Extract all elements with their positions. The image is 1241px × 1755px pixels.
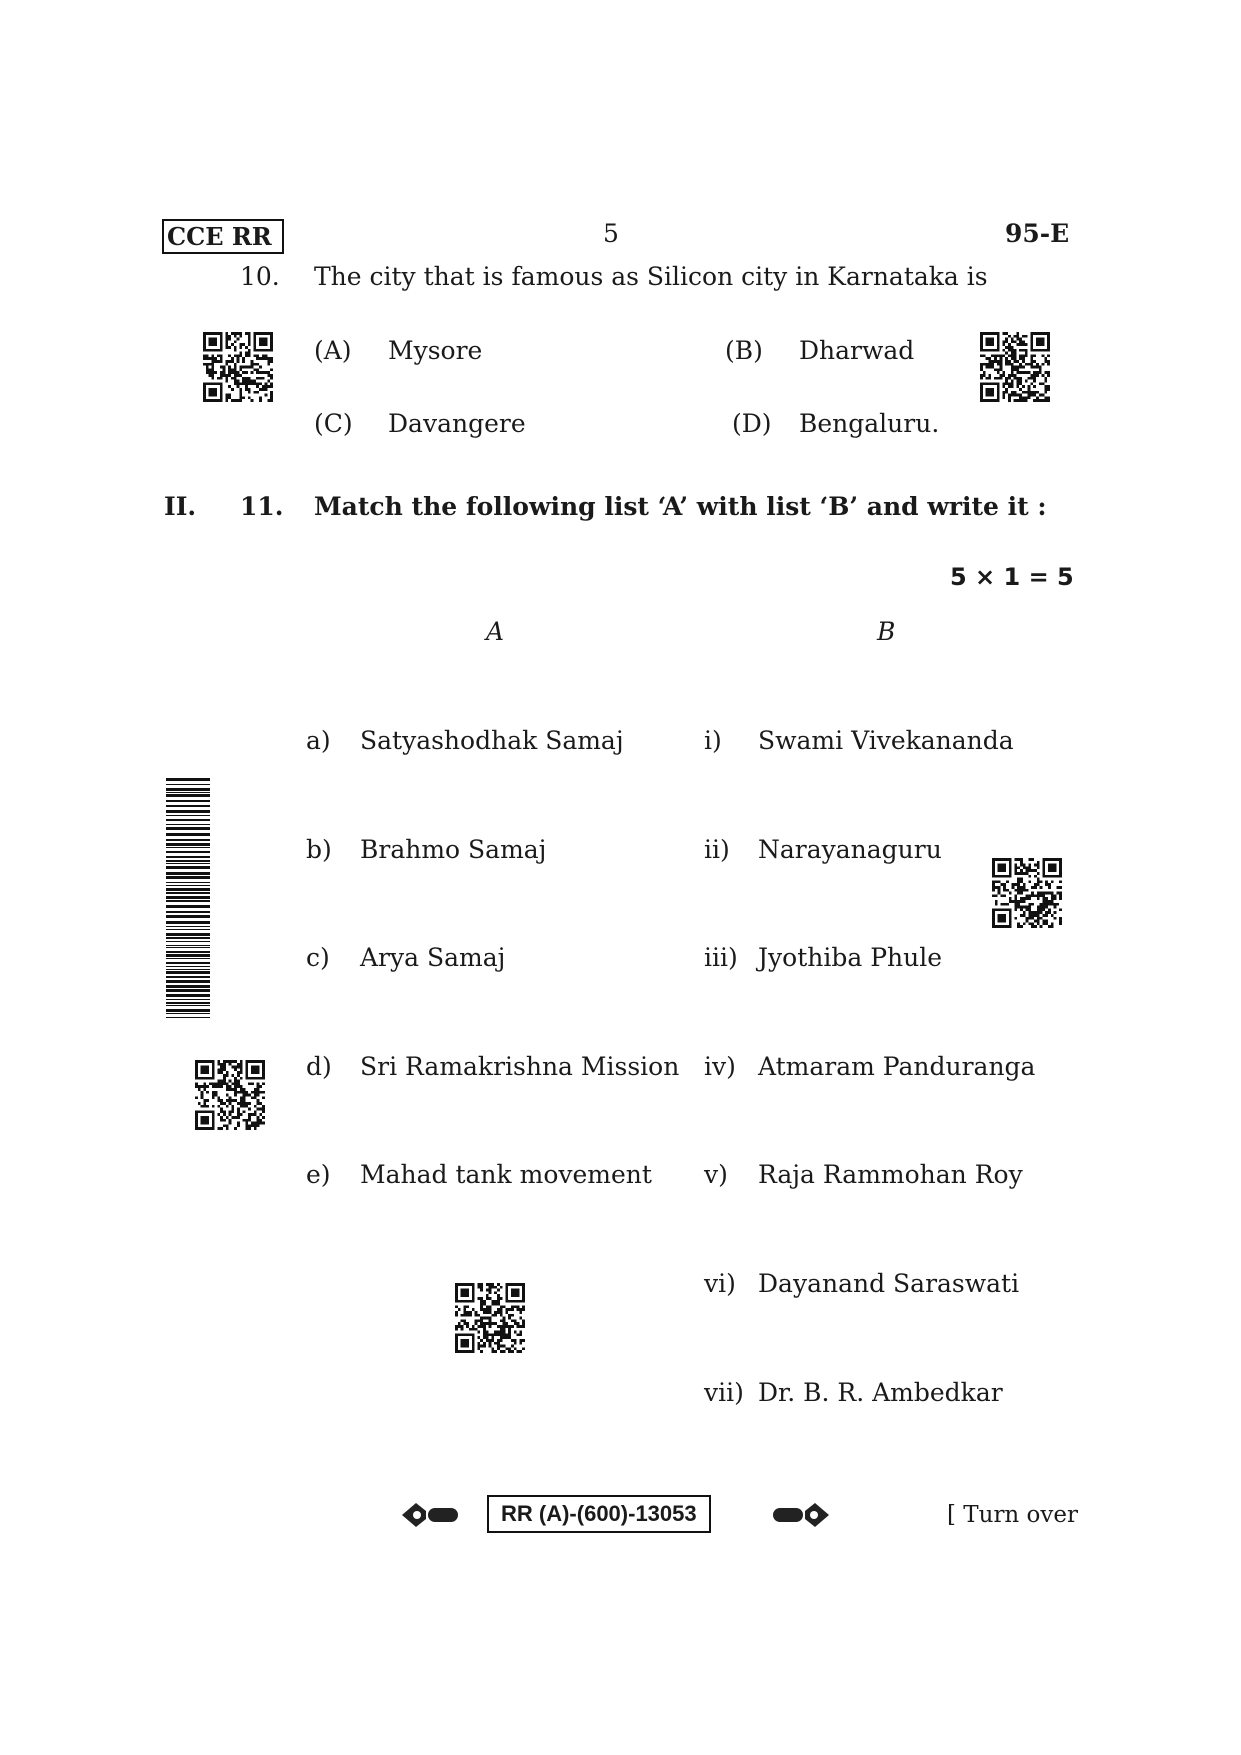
q10-option-b-text: Dharwad <box>799 336 915 365</box>
list-a-label: a) <box>306 726 331 755</box>
list-b-item: Dr. B. R. Ambedkar <box>758 1378 1003 1407</box>
q10-option-c-label: (C) <box>314 409 353 438</box>
list-b-item: Dayanand Saraswati <box>758 1269 1020 1298</box>
list-a-label: c) <box>306 943 330 972</box>
q10-option-a-text: Mysore <box>388 336 483 365</box>
q10-number: 10. <box>240 262 280 291</box>
section-number: II. <box>164 492 197 521</box>
col-a-heading: A <box>486 617 505 646</box>
q11-text: Match the following list ‘A’ with list ‘B’ and write it : <box>314 492 1047 521</box>
list-a-label: b) <box>306 835 332 864</box>
list-a-item: Brahmo Samaj <box>360 835 547 864</box>
q11-marks: 5 × 1 = 5 <box>950 563 1074 591</box>
q10-text: The city that is famous as Silicon city in Karnataka is <box>314 262 988 291</box>
list-b-label: iv) <box>704 1052 736 1081</box>
qr-code-icon <box>992 858 1062 928</box>
turn-over-text: [ Turn over <box>947 1502 1079 1528</box>
q10-option-a-label: (A) <box>314 336 352 365</box>
footer-code: RR (A)-(600)-13053 <box>487 1495 711 1533</box>
right-ornament-icon <box>771 1501 829 1529</box>
list-b-item: Narayanaguru <box>758 835 942 864</box>
list-b-item: Jyothiba Phule <box>758 943 943 972</box>
col-b-heading: B <box>877 617 896 646</box>
header-code-left: CCE RR <box>162 219 284 254</box>
qr-code-icon <box>455 1283 525 1353</box>
list-b-label: vii) <box>704 1378 744 1407</box>
list-b-item: Atmaram Panduranga <box>758 1052 1036 1081</box>
q11-number: 11. <box>240 492 284 521</box>
qr-code-icon <box>195 1060 265 1130</box>
q10-option-d-label: (D) <box>732 409 772 438</box>
list-a-item: Sri Ramakrishna Mission <box>360 1052 680 1081</box>
list-b-label: iii) <box>704 943 738 972</box>
barcode-icon <box>166 778 210 1020</box>
q10-option-d-text: Bengaluru. <box>799 409 940 438</box>
list-a-item: Satyashodhak Samaj <box>360 726 624 755</box>
list-b-label: vi) <box>704 1269 736 1298</box>
list-b-item: Swami Vivekananda <box>758 726 1014 755</box>
qr-code-icon <box>203 332 273 402</box>
list-b-item: Raja Rammohan Roy <box>758 1160 1023 1189</box>
list-b-label: ii) <box>704 835 730 864</box>
list-a-item: Arya Samaj <box>360 943 506 972</box>
left-ornament-icon <box>402 1501 460 1529</box>
qr-code-icon <box>980 332 1050 402</box>
list-a-label: e) <box>306 1160 331 1189</box>
q10-option-c-text: Davangere <box>388 409 526 438</box>
list-a-item: Mahad tank movement <box>360 1160 652 1189</box>
page-number: 5 <box>603 219 619 248</box>
list-b-label: i) <box>704 726 722 755</box>
q10-option-b-label: (B) <box>725 336 763 365</box>
list-a-label: d) <box>306 1052 332 1081</box>
list-b-label: v) <box>704 1160 728 1189</box>
header-code-right: 95-E <box>1005 219 1070 248</box>
